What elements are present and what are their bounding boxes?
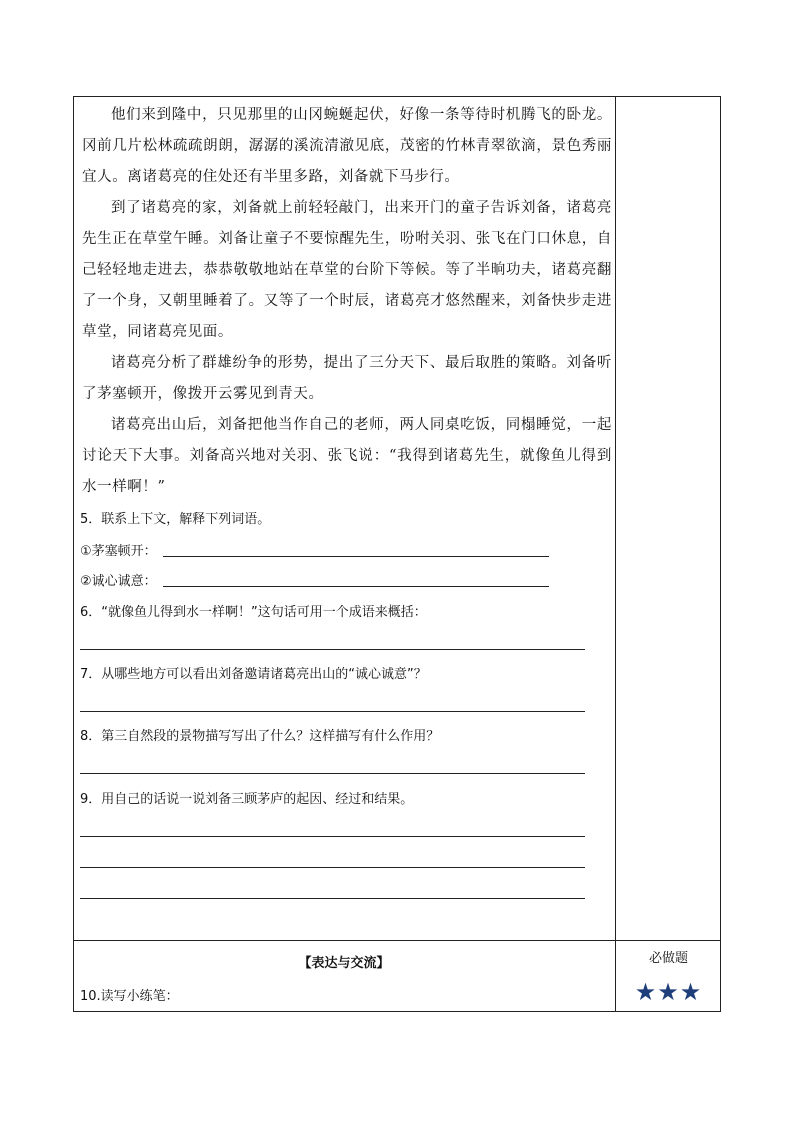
answer-line-6[interactable] [80,649,585,650]
section-title: 【表达与交流】 [298,956,390,971]
question-6: 6．“就像鱼儿得到水一样啊！”这句话可用一个成语来概括： [80,605,427,620]
question-5b-label: ②诚心诚意： [80,574,157,589]
answer-line-9a[interactable] [80,836,585,837]
passage-paragraph-4: 诸葛亮出山后，刘备把他当作自己的老师，两人同桌吃饭，同榻睡觉，一起讨论天下大事。刘备高兴地对关羽、张飞说：“我得到诸葛先生，就像鱼儿得到水一样啊！” [82,417,612,495]
passage-paragraph-2: 到了诸葛亮的家，刘备就上前轻轻敲门，出来开门的童子告诉刘备，诸葛亮先生正在草堂午睡。刘备让童子不要惊醒先生，吩咐关羽、张飞在门口休息，自己轻轻地走进去，恭恭敬敬地站在草堂的台阶下等候。等了半晌功夫，诸葛亮翻了一个身，又朝里睡着了。又等了一个时辰，诸葛亮才悠然醒来，刘备快步走进草堂，同诸葛亮见面。 [82,200,612,340]
question-8: 8．第三自然段的景物描写写出了什么？这样描写有什么作用？ [80,729,440,744]
required-label: 必做题 [648,951,688,966]
answer-line-9c[interactable] [80,898,585,899]
answer-line-7[interactable] [80,711,585,712]
answer-line-5a[interactable] [163,556,549,557]
column-divider [615,96,616,1012]
question-10: 10.读写小练笔： [80,989,179,1004]
difficulty-stars-icon: ★★★ [634,978,703,1006]
answer-line-5b[interactable] [163,586,549,587]
question-5a-label: ①茅塞顿开： [80,544,157,559]
answer-line-9b[interactable] [80,867,585,868]
reading-passage [82,100,612,503]
passage-paragraph-1: 他们来到隆中，只见那里的山冈蜿蜒起伏，好像一条等待时机腾飞的卧龙。冈前几片松林疏疏朗朗，潺潺的溪流清澈见底，茂密的竹林青翠欲滴，景色秀丽宜人。离诸葛亮的住处还有半里多路，刘备就下马步行。 [82,107,612,185]
passage-paragraph-3: 诸葛亮分析了群雄纷争的形势，提出了三分天下、最后取胜的策略。刘备听了茅塞顿开，像拨开云雾见到青天。 [82,355,612,402]
answer-line-8[interactable] [80,773,585,774]
question-7: 7．从哪些地方可以看出刘备邀请诸葛亮出山的“诚心诚意”？ [80,667,427,682]
row-divider [73,940,721,941]
question-9: 9．用自己的话说一说刘备三顾茅庐的起因、经过和结果。 [80,792,414,807]
question-5: 5．联系上下文，解释下列词语。 [80,512,271,527]
